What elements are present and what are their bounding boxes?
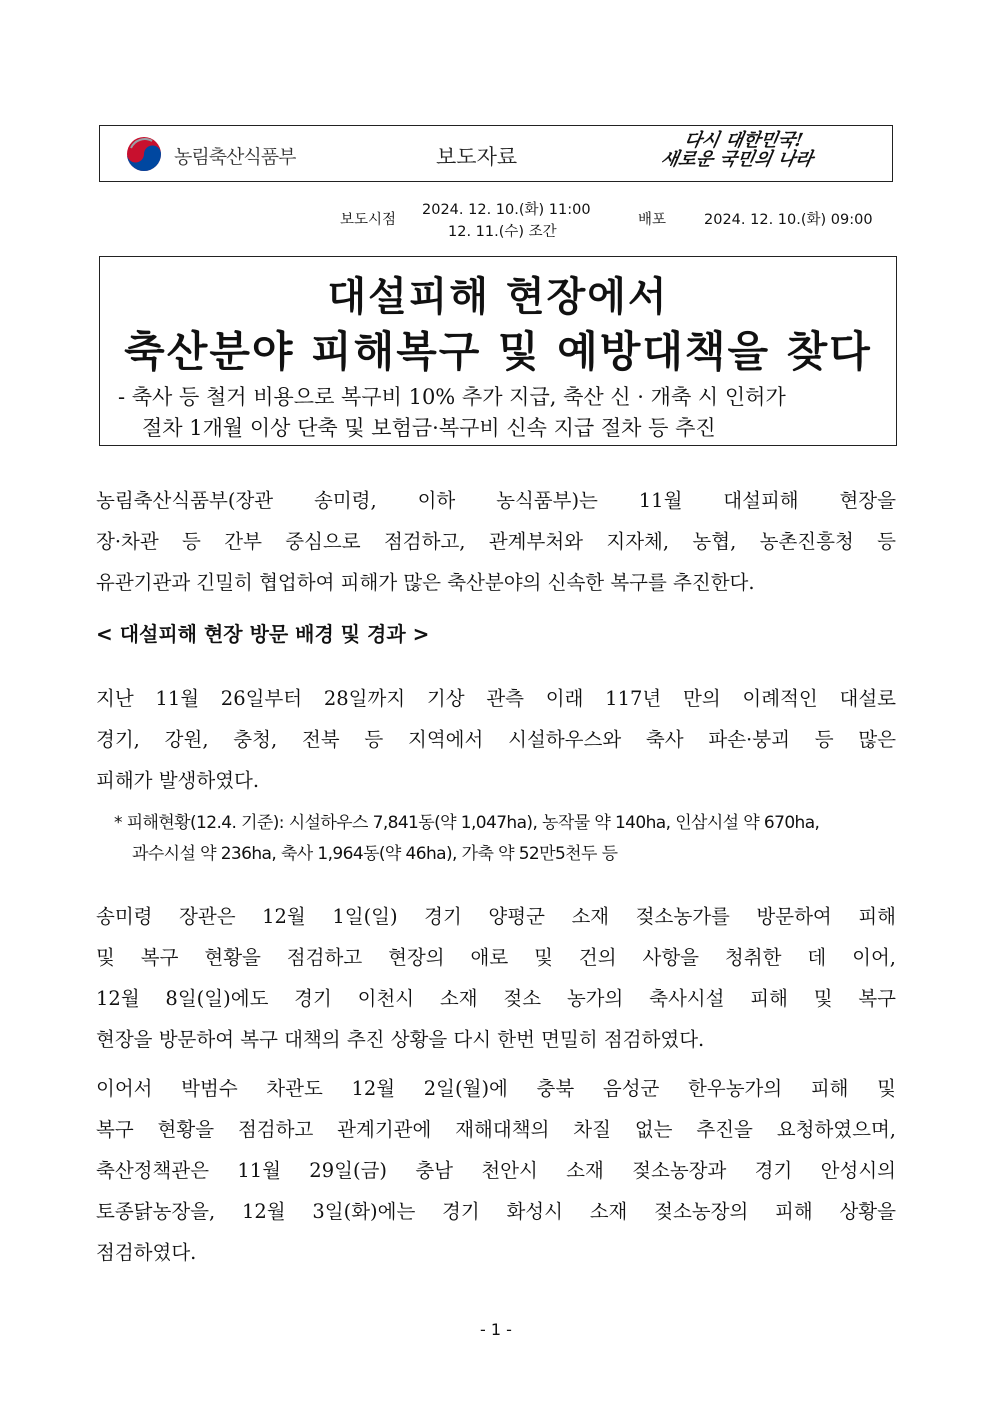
headline-line-2: 축산분야 피해복구 및 예방대책을 찾다 (124, 327, 872, 376)
paragraph-line: 이어서 박범수 차관도 12월 2일(월)에 충북 음성군 한우농가의 피해 및 (96, 1077, 896, 1100)
release-time: 2024. 12. 10.(화) 09:00 (704, 212, 873, 228)
headline-line-1: 대설피해 현장에서 (327, 274, 669, 320)
paragraph-line: 복구 현황을 점검하고 관계기관에 재해대책의 차질 없는 추진을 요청하였으며, (96, 1118, 896, 1141)
embargo-time-1: 2024. 12. 10.(화) 11:00 (422, 202, 591, 218)
paragraph-line: 현장을 방문하여 복구 대책의 추진 상황을 다시 한번 면밀히 점검하였다. (96, 1028, 705, 1051)
slogan-line-1: 다시 대한민국! (682, 130, 805, 151)
slogan-line-2: 새로운 국민의 나라 (659, 149, 815, 170)
paragraph-line: 경기, 강원, 충청, 전북 등 지역에서 시설하우스와 축사 파손·붕괴 등 많은 (96, 728, 896, 751)
embargo-time-2: 12. 11.(수) 조간 (448, 224, 557, 240)
page-number: - 1 - (480, 1320, 512, 1339)
paragraph-vice-minister-visit (96, 1068, 896, 1273)
subheadline-line-1: - 축사 등 철거 비용으로 복구비 10% 추가 지급, 축산 신 · 개축 시 인허가 (118, 385, 786, 409)
note-line-1: * 피해현황(12.4. 기준): 시설하우스 7,841동(약 1,047ha), 농작물 약 140ha, 인삼시설 약 670ha, (114, 813, 820, 833)
paragraph-line: 유관기관과 긴밀히 협업하여 피해가 많은 축산분야의 신속한 복구를 추진한다. (96, 571, 755, 594)
section-heading: < 대설피해 현장 방문 배경 및 경과 > (96, 622, 430, 646)
paragraph-line: 토종닭농장을, 12월 3일(화)에는 경기 화성시 소재 젖소농장의 피해 상황을 (96, 1200, 896, 1223)
paragraph-line: 농림축산식품부(장관 송미령, 이하 농식품부)는 11월 대설피해 현장을 (96, 489, 896, 512)
note-line-2: 과수시설 약 236ha, 축사 1,964동(약 46ha), 가축 약 52만5천두 등 (132, 844, 618, 864)
government-slogan (658, 131, 866, 177)
paragraph-line: 점검하였다. (96, 1241, 197, 1264)
ministry-name: 농림축산식품부 (174, 146, 296, 168)
paragraph-line: 송미령 장관은 12월 1일(일) 경기 양평군 소재 젖소농가를 방문하여 피해 (96, 905, 896, 928)
press-release-header (99, 125, 893, 182)
paragraph-line: 및 복구 현황을 점검하고 현장의 애로 및 건의 사항을 청취한 데 이어, (96, 946, 896, 969)
document-type-label: 보도자료 (436, 145, 518, 169)
headline-box (99, 256, 897, 446)
paragraph-line: 장·차관 등 간부 중심으로 점검하고, 관계부처와 지자체, 농협, 농촌진흥청 등 (96, 530, 896, 553)
paragraph-minister-visit (96, 896, 896, 1060)
paragraph-line: 12월 8일(일)에도 경기 이천시 소재 젖소 농가의 축사시설 피해 및 복구 (96, 987, 896, 1010)
ministry-emblem-icon (122, 134, 166, 174)
embargo-label: 보도시점 (340, 212, 397, 228)
paragraph-line: 지난 11월 26일부터 28일까지 기상 관측 이래 117년 만의 이례적인 대설로 (96, 687, 896, 710)
release-label: 배포 (638, 212, 667, 228)
paragraph-intro (96, 480, 896, 603)
subheadline-line-2: 절차 1개월 이상 단축 및 보험금·복구비 신속 지급 절차 등 추진 (142, 416, 716, 440)
paragraph-line: 피해가 발생하였다. (96, 769, 260, 792)
damage-status-note (114, 808, 898, 870)
paragraph-background (96, 678, 896, 801)
release-dates (0, 198, 992, 244)
paragraph-line: 축산정책관은 11월 29일(금) 충남 천안시 소재 젖소농장과 경기 안성시의 (96, 1159, 896, 1182)
